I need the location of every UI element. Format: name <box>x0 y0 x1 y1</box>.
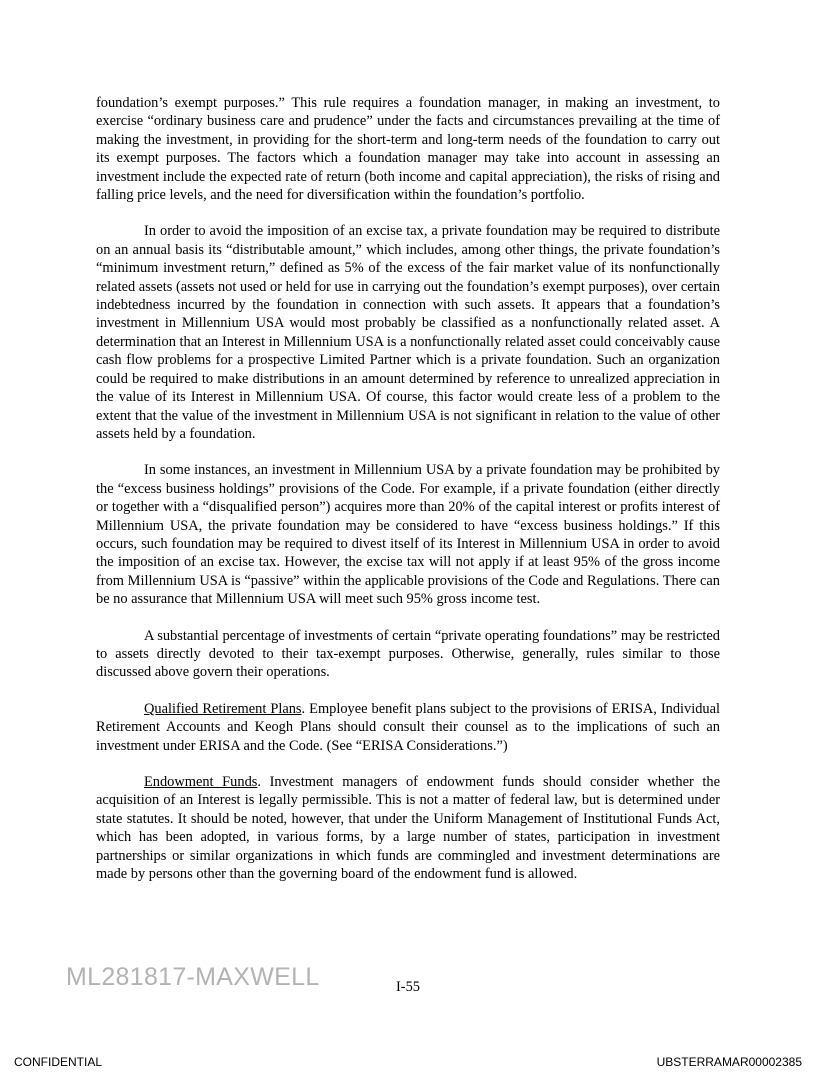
qualified-retirement-plans-heading: Qualified Retirement Plans <box>144 700 302 717</box>
paragraph-5 <box>96 700 720 755</box>
document-id: UBSTERRAMAR00002385 <box>656 1055 802 1069</box>
paragraph-5-text: . Employee benefit plans subject to the provisions of ERISA, Individual Retirement Accounts and Keogh Plans should consult their counsel as to the implications of such an investment under ERISA and the Code. (See “ERISA Considerations.”) <box>96 700 720 754</box>
paragraph-4: A substantial percentage of investments of certain “private operating foundations” may be restricted to assets directly devoted to their tax-exempt purposes. Otherwise, generally, rules similar to those discussed above govern their operations. <box>96 627 720 681</box>
paragraph-6-text: . Investment managers of endowment funds should consider whether the acquisition of an Interest is legally permissible. This is not a matter of federal law, but is determined under state statutes. It should be noted, however, that under the Uniform Management of Institutional Funds Act, which has been adopted, in various forms, by a large number of states, participation in investment partnerships or similar organizations in which funds are commingled and investment determinations are made by persons other than the governing board of the endowment fund is allowed. <box>96 774 720 883</box>
confidential-label: CONFIDENTIAL <box>14 1055 103 1069</box>
paragraph-1: foundation’s exempt purposes.” This rule requires a foundation manager, in making an investment, to exercise “ordinary business care and prudence” under the facts and circumstances prevailing at the time of making the investment, in providing for the short-term and long-term needs of the foundation to carry out its exempt purposes. The factors which a foundation manager may take into account in assessing an investment include the expected rate of return (both income and capital appreciation), the risks of rising and falling price levels, and the need for diversification within the foundation’s portfolio. <box>96 95 720 204</box>
bates-stamp: ML281817-MAXWELL <box>66 963 320 991</box>
paragraph-2: In order to avoid the imposition of an excise tax, a private foundation may be required to distribute on an annual basis its “distributable amount,” which includes, among other things, the private foundation’s “minimum investment return,” defined as 5% of the excess of the fair market value of its nonfunctionally related assets (assets not used or held for use in carrying out the foundation’s exempt purposes), over certain indebtedness incurred by the foundation in connection with such assets. It appears that a foundation’s investment in Millennium USA would most probably be classified as a nonfunctionally related asset. A determination that an Interest in Millennium USA is a nonfunctionally related asset could conceivably cause cash flow problems for a prospective Limited Partner which is a private foundation. Such an organization could be required to make distributions in an amount determined by reference to unrealized appreciation in the value of its Interest in Millennium USA. Of course, this factor would create less of a problem to the extent that the value of the investment in Millennium USA is not significant in relation to the value of other assets held by a foundation. <box>96 223 720 442</box>
page-number: I-55 <box>396 979 420 995</box>
document-body <box>96 94 720 901</box>
endowment-funds-heading: Endowment Funds <box>144 774 258 790</box>
paragraph-3: In some instances, an investment in Millennium USA by a private foundation may be prohibited by the “excess business holdings” provisions of the Code. For example, if a private foundation (either directly or together with a “disqualified person”) acquires more than 20% of the capital interest or profits interest of Millennium USA, the private foundation may be considered to have “excess business holdings.” If this occurs, such foundation may be required to divest itself of its Interest in Millennium USA in order to avoid the imposition of an excise tax. However, the excise tax will not apply if at least 95% of the gross income from Millennium USA is “passive” within the applicable provisions of the Code and Regulations. There can be no assurance that Millennium USA will meet such 95% gross income test. <box>96 462 720 608</box>
paragraph-6 <box>96 773 720 883</box>
